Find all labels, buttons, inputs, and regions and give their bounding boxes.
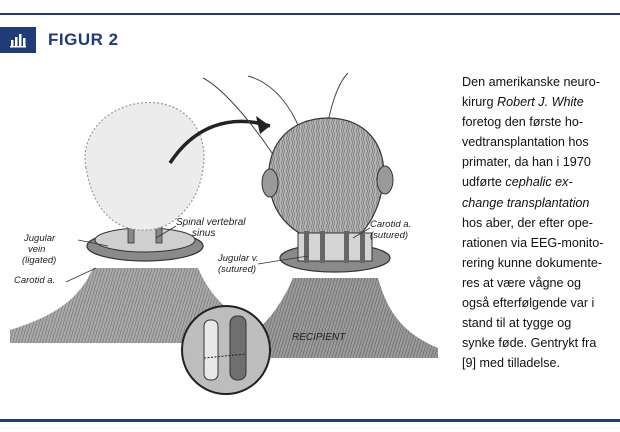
label-carotid-right-line2: (sutured)	[370, 230, 409, 241]
caption-line: vedtransplantation hos	[462, 135, 589, 150]
label-spinal-sinus: sinus	[192, 228, 216, 239]
caption-text	[462, 72, 614, 373]
figure-header	[0, 27, 119, 53]
caption-line: change transplantation	[462, 195, 590, 210]
label-carotid-left: Carotid a.	[14, 275, 56, 286]
top-rule	[0, 13, 620, 15]
label-jugular-vein-line2: vein	[28, 244, 46, 255]
caption-line: Den amerikanske neuro-	[462, 75, 600, 89]
caption-line: kirurg Robert J. White	[462, 95, 584, 110]
donor-head-outline	[85, 102, 204, 230]
surgery-illustration	[8, 68, 448, 413]
figure-caption	[462, 72, 614, 373]
label-spinal-vertebral: Spinal vertebral	[176, 217, 246, 228]
label-jugular-vein: Jugular	[24, 233, 56, 244]
label-carotid-right: Carotid a.	[370, 219, 412, 230]
label-recipient: RECIPIENT	[292, 332, 346, 343]
caption-line: også efterfølgende var i	[462, 296, 595, 311]
caption-line: foretog den første ho-	[462, 115, 584, 130]
caption-line: rationen via EEG-monito-	[462, 235, 604, 250]
caption-line: synke føde. Gentrykt fra	[462, 336, 597, 351]
caption-line: rering kunne dokumente-	[462, 255, 603, 270]
bar-chart-icon	[0, 27, 36, 53]
caption-line: [9] med tilladelse.	[462, 356, 561, 371]
label-jugular-right-line2: (sutured)	[218, 264, 257, 275]
caption-line: res at være vågne og	[462, 275, 582, 290]
label-jugular-right: Jugular v.	[218, 253, 259, 264]
bottom-rule	[0, 419, 620, 422]
caption-line: primater, da han i 1970	[462, 155, 591, 170]
figure-label: FIGUR 2	[48, 30, 119, 49]
magnified-vessel-inset	[182, 306, 270, 394]
label-jugular-vein-line3: (ligated)	[22, 255, 57, 266]
caption-line: stand til at tygge og	[462, 316, 572, 331]
caption-line: hos aber, der efter ope-	[462, 215, 593, 230]
caption-line: udførte cephalic ex-	[462, 175, 573, 190]
